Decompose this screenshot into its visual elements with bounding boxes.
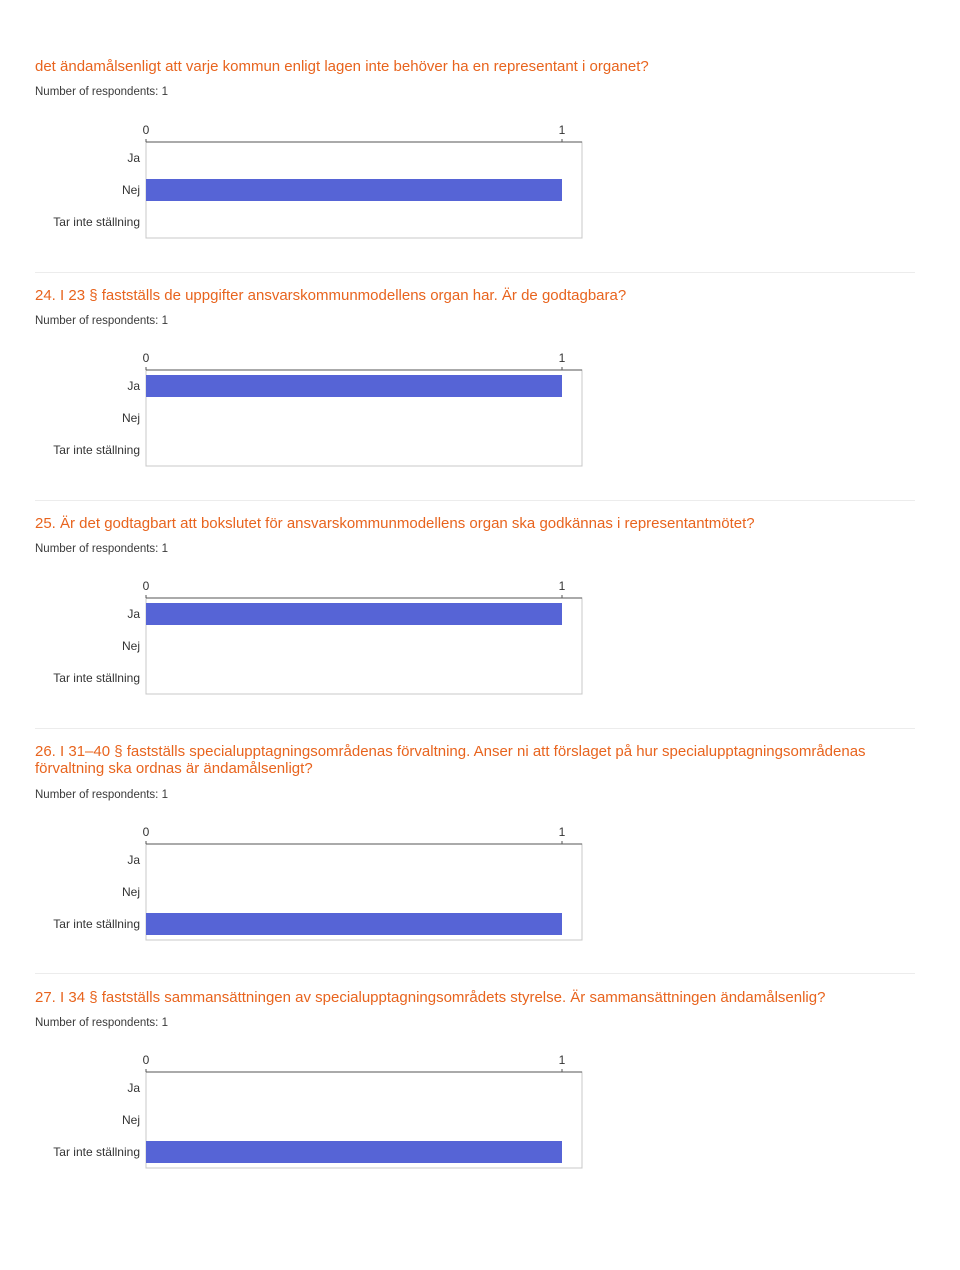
category-label: Tar inte ställning: [53, 443, 140, 457]
question-title: 27. I 34 § fastställs sammansättningen av specialupptagningsområdets styrelse. Är sammansättningen ändamålsenlig?: [35, 989, 826, 1006]
x-tick-label: 1: [558, 351, 566, 365]
x-tick-label: 1: [558, 1053, 566, 1067]
category-label: Nej: [121, 411, 140, 425]
category-label: Tar inte ställning: [53, 215, 140, 229]
category-label: Ja: [127, 853, 140, 867]
respondents-count: Number of respondents: 1: [35, 543, 168, 555]
x-tick-label: 0: [142, 825, 150, 839]
category-label: Ja: [127, 607, 140, 621]
respondents-count: Number of respondents: 1: [35, 86, 168, 98]
respondents-count: Number of respondents: 1: [35, 1017, 168, 1029]
bar: [146, 1141, 562, 1163]
respondents-count: Number of respondents: 1: [35, 789, 168, 801]
x-tick-label: 0: [142, 123, 150, 137]
x-tick-label: 0: [142, 1053, 150, 1067]
bar-chart: [0, 1050, 960, 1180]
category-label: Tar inte ställning: [53, 671, 140, 685]
question-title: det ändamålsenligt att varje kommun enligt lagen inte behöver ha en representant i organet?: [35, 58, 649, 75]
category-label: Tar inte ställning: [53, 1145, 140, 1159]
category-label: Nej: [121, 183, 140, 197]
question-title: 26. I 31–40 § fastställs specialupptagningsområdenas förvaltning. Anser ni att förslaget på hur specialupptagningsområdenas förvaltning ska ordnas är ändamålsenligt?: [35, 743, 866, 777]
category-label: Ja: [127, 1081, 140, 1095]
x-tick-label: 1: [558, 825, 566, 839]
category-label: Tar inte ställning: [53, 917, 140, 931]
category-label: Nej: [121, 639, 140, 653]
category-label: Nej: [121, 885, 140, 899]
question-title: 25. Är det godtagbart att bokslutet för ansvarskommunmodellens organ ska godkännas i representantmötet?: [35, 515, 755, 532]
respondents-count: Number of respondents: 1: [35, 315, 168, 327]
x-tick-label: 0: [142, 579, 150, 593]
x-tick-label: 1: [558, 123, 566, 137]
category-label: Nej: [121, 1113, 140, 1127]
category-label: Ja: [127, 379, 140, 393]
x-tick-label: 1: [558, 579, 566, 593]
category-label: Ja: [127, 151, 140, 165]
x-tick-label: 0: [142, 351, 150, 365]
question-title: 24. I 23 § fastställs de uppgifter ansvarskommunmodellens organ har. Är de godtagbara?: [35, 287, 627, 304]
